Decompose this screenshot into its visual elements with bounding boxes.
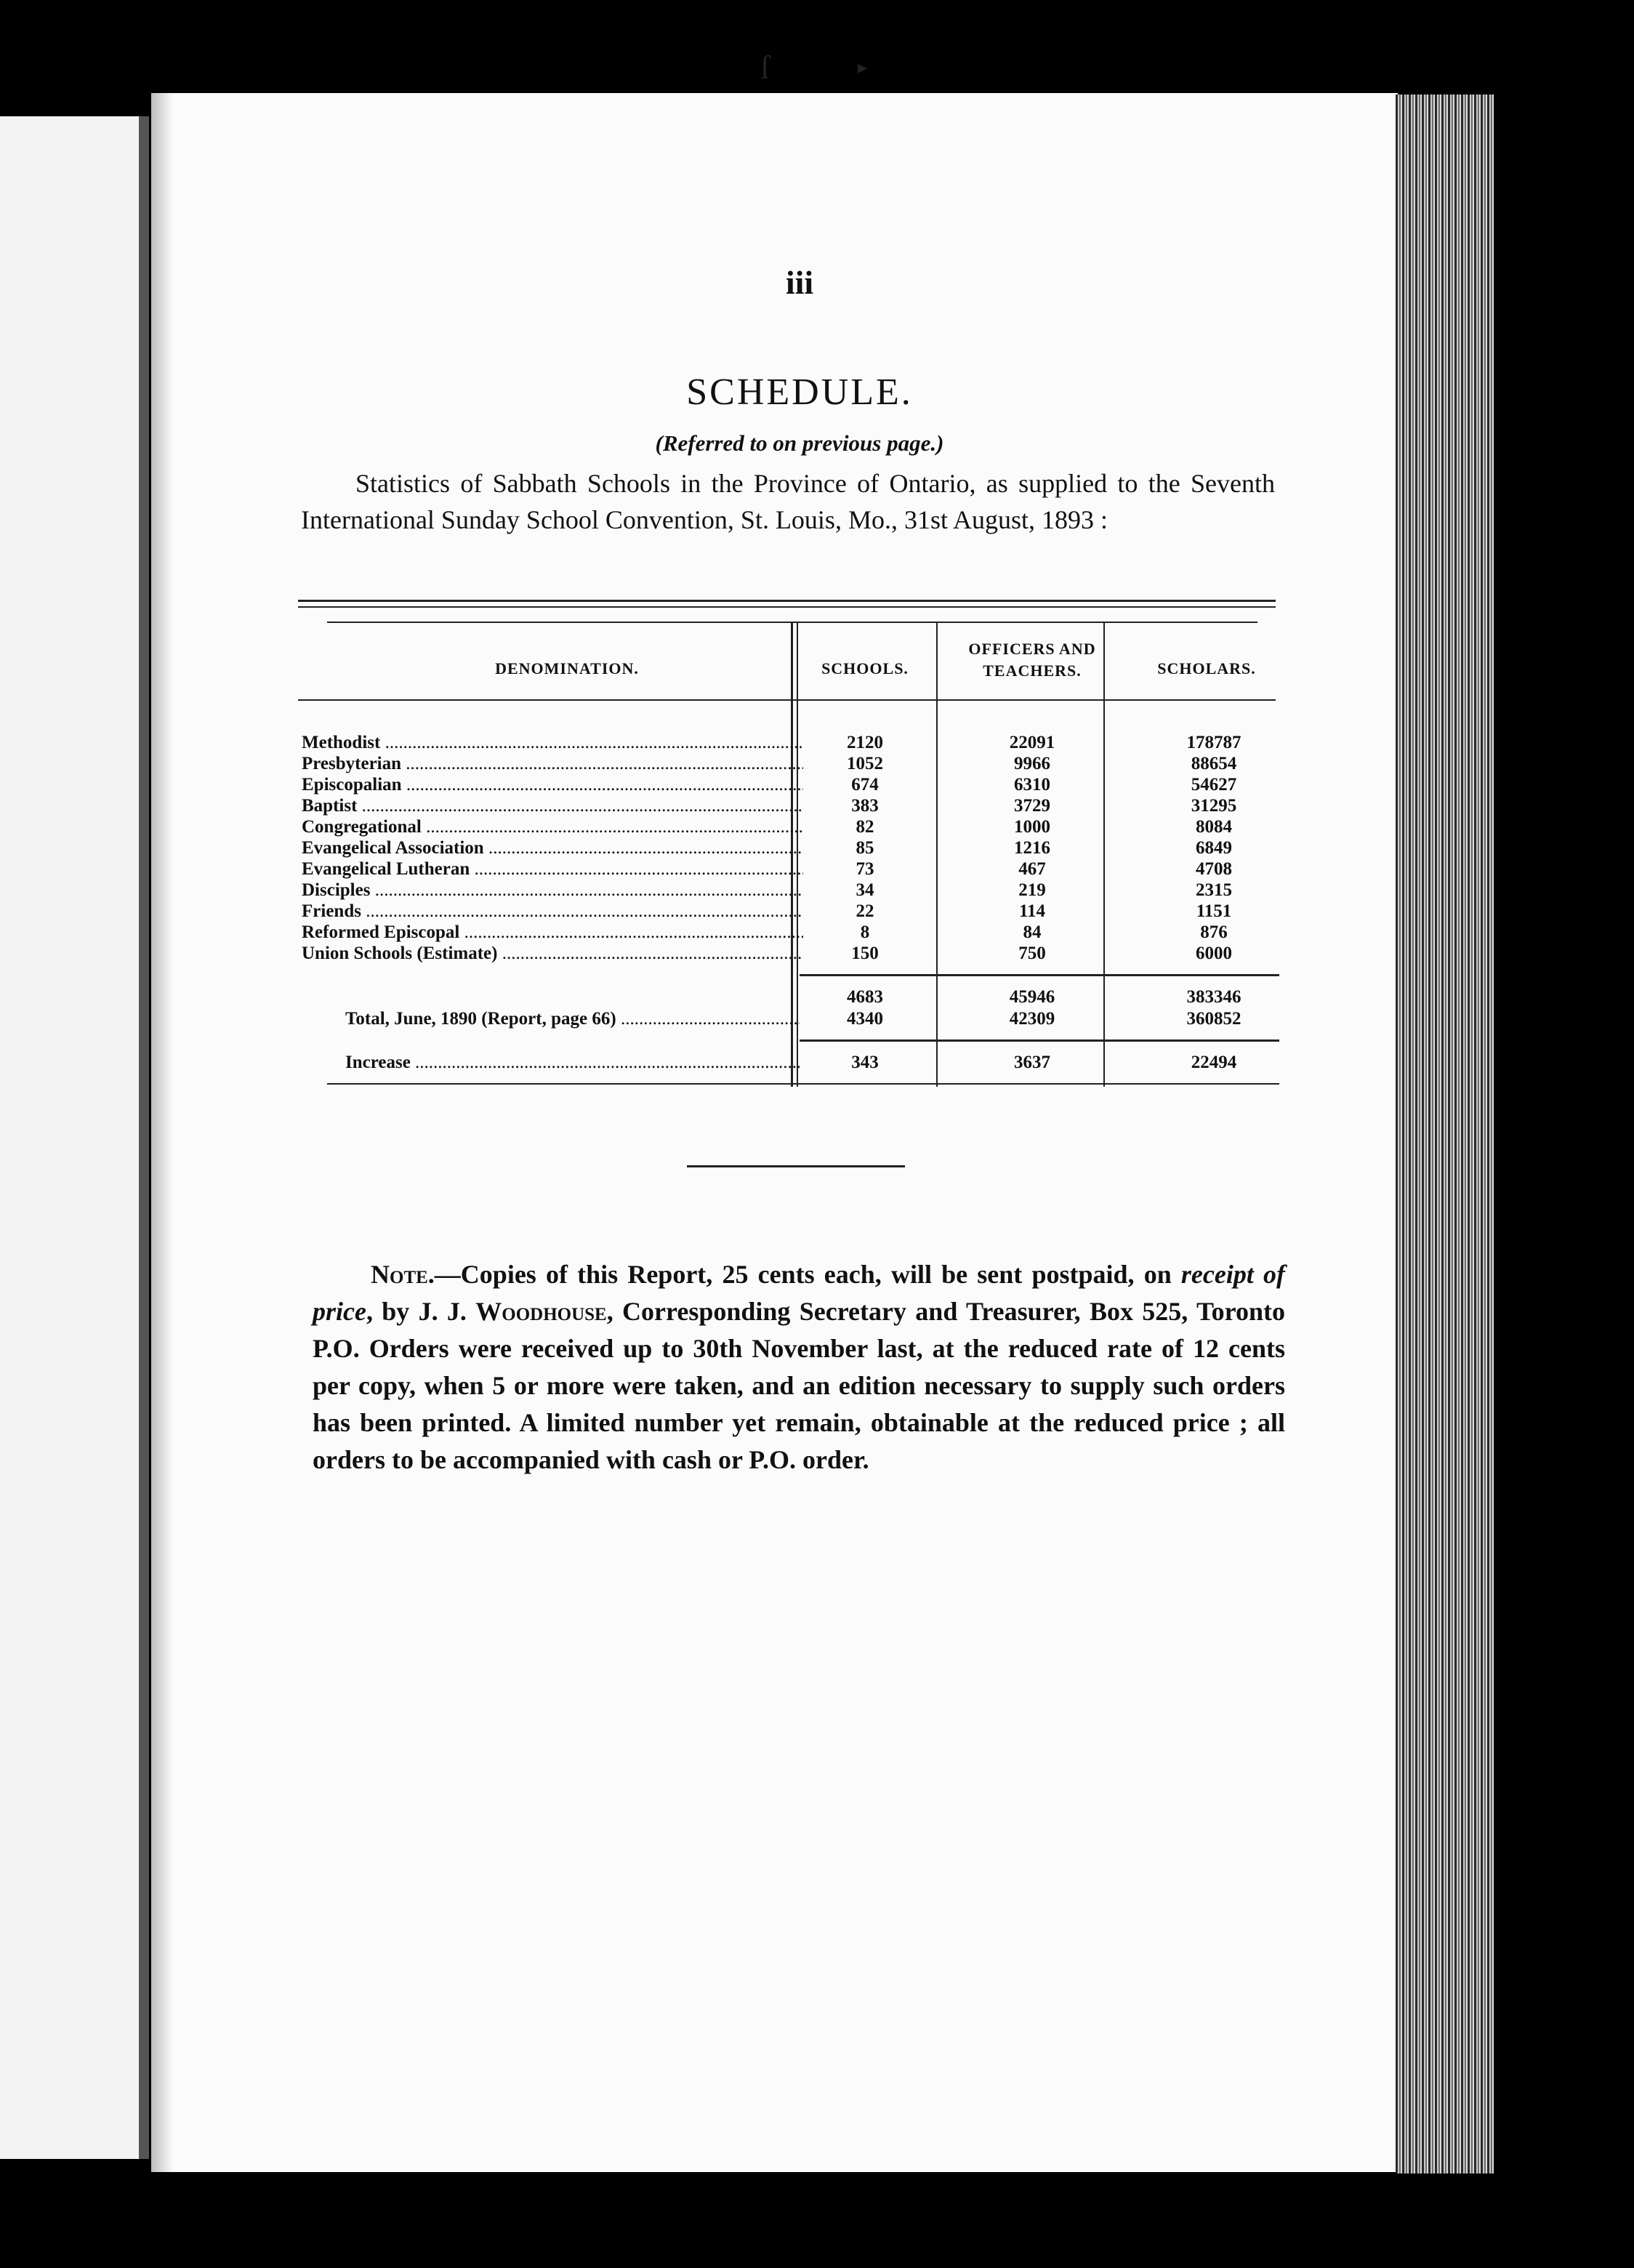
totals-row (298, 987, 1279, 1009)
cell-officers: 219 (1018, 880, 1046, 900)
increase-schools: 343 (851, 1053, 879, 1072)
cell-scholars: 88654 (1191, 754, 1237, 773)
increase-scholars: 22494 (1191, 1053, 1237, 1072)
totals-rule (800, 974, 1279, 976)
note-text-3: , Corresponding Secretary and Treasurer, Box 525, Toronto P.O. Orders were received up to 30th November last, at the reduced rate of 12 cents per copy, when 5 or more were taken, and an edition necessary to supply such orders has been printed. A limited number yet remain, obtainable at the reduced price ; all orders to be accompanied with cash or P.O. order. (313, 1297, 1286, 1474)
cell-scholars: 6000 (1196, 944, 1232, 963)
cell-scholars: 1151 (1196, 901, 1232, 921)
page-subtitle: (Referred to on previous page.) (655, 430, 944, 456)
total-scholars: 383346 (1186, 987, 1241, 1007)
row-denomination: Presbyterian ..... (302, 754, 803, 774)
table-row (298, 754, 1279, 776)
total-schools: 4683 (847, 987, 883, 1007)
page-edges (1396, 94, 1494, 2174)
header-scholars: SCHOLARS. (1157, 659, 1256, 677)
cell-scholars: 8084 (1196, 817, 1232, 837)
note-name: Woodhouse (475, 1297, 607, 1326)
cell-scholars: 876 (1200, 922, 1228, 942)
intro-paragraph: Statistics of Sabbath Schools in the Province of Ontario, as supplied to the Seventh International Sunday School Convention, St. Louis, Mo., 31st August, 1893 : (301, 469, 1275, 534)
cell-schools: 2120 (847, 733, 883, 752)
cell-officers: 1000 (1014, 817, 1050, 837)
cell-officers: 114 (1018, 901, 1046, 921)
row-denomination: Evangelical Association ..... (302, 838, 803, 858)
page-number: iii (785, 264, 814, 301)
left-page-edge (0, 116, 149, 2159)
cell-scholars: 54627 (1191, 775, 1237, 795)
cell-schools: 8 (860, 922, 870, 942)
table-bottom-rule (327, 1083, 1279, 1085)
row-denomination: Friends ..... (302, 901, 803, 922)
table-row (298, 733, 1279, 755)
note-text-2: , by J. J. (366, 1297, 476, 1326)
cell-officers: 1216 (1014, 838, 1050, 858)
cell-schools: 674 (851, 775, 879, 795)
cell-scholars: 4708 (1196, 859, 1232, 879)
header-officers (938, 638, 1127, 682)
scan-mark: ſ (760, 49, 770, 86)
cell-scholars: 31295 (1191, 796, 1237, 816)
cell-schools: 1052 (847, 754, 883, 773)
cell-officers: 22091 (1009, 733, 1055, 752)
increase-officers: 3637 (1014, 1053, 1050, 1072)
section-separator (687, 1165, 905, 1167)
increase-rule (800, 1040, 1279, 1042)
table-row (298, 817, 1279, 839)
note-italic: receipt of price (313, 1260, 1285, 1326)
header-officers-line1: OFFICERS AND (968, 640, 1096, 658)
cell-officers: 3729 (1014, 796, 1050, 816)
previous-scholars: 360852 (1186, 1009, 1241, 1029)
cell-scholars: 6849 (1196, 838, 1232, 858)
cell-officers: 6310 (1014, 775, 1050, 795)
page-title: SCHEDULE. (686, 371, 913, 413)
increase-label: Increase ..... (345, 1053, 800, 1073)
cell-officers: 9966 (1014, 754, 1050, 773)
table-row (298, 880, 1279, 902)
row-denomination: Union Schools (Estimate) ..... (302, 944, 803, 964)
note-paragraph (313, 1256, 1285, 1479)
table-row (298, 922, 1279, 944)
increase-row (298, 1053, 1279, 1074)
total-officers: 45946 (1009, 987, 1055, 1007)
cell-schools: 22 (856, 901, 874, 921)
previous-total-row (298, 1009, 1279, 1031)
statistics-table (298, 611, 1279, 1090)
row-denomination: Disciples ..... (302, 880, 803, 901)
spine-shadow (151, 93, 173, 2172)
previous-total-label: Total, June, 1890 (Report, page 66) ..... (345, 1009, 800, 1029)
cell-schools: 82 (856, 817, 874, 837)
header-schools: SCHOOLS. (821, 659, 909, 677)
previous-officers: 42309 (1009, 1009, 1055, 1029)
cell-schools: 34 (856, 880, 874, 900)
row-denomination: Episcopalian ..... (302, 775, 803, 795)
cell-officers: 467 (1018, 859, 1046, 879)
table-row (298, 859, 1279, 881)
note-text-1: —Copies of this Report, 25 cents each, will be sent postpaid, on (434, 1260, 1181, 1289)
note-lead: Note. (371, 1260, 435, 1289)
table-row (298, 901, 1279, 923)
cell-officers: 84 (1023, 922, 1042, 942)
cell-scholars: 178787 (1186, 733, 1241, 752)
scan-mark: ▸ (858, 57, 868, 78)
cell-schools: 73 (856, 859, 874, 879)
top-rule-thin (298, 606, 1276, 608)
cell-schools: 150 (851, 944, 879, 963)
top-rule (298, 600, 1276, 602)
previous-schools: 4340 (847, 1009, 883, 1029)
row-denomination: Methodist ..... (302, 733, 803, 753)
cell-schools: 383 (851, 796, 879, 816)
table-row (298, 796, 1279, 818)
table-row (298, 944, 1279, 965)
cell-scholars: 2315 (1196, 880, 1232, 900)
row-denomination: Baptist ..... (302, 796, 803, 816)
table-row (298, 838, 1279, 860)
table-row (298, 775, 1279, 797)
cell-officers: 750 (1018, 944, 1046, 963)
header-denomination: DENOMINATION. (495, 659, 639, 677)
row-denomination: Reformed Episcopal ..... (302, 922, 803, 943)
header-bottom-rule (298, 699, 1276, 701)
row-denomination: Evangelical Lutheran ..... (302, 859, 803, 880)
cell-schools: 85 (856, 838, 874, 858)
row-denomination: Congregational ..... (302, 817, 803, 837)
header-officers-line2: TEACHERS. (983, 662, 1082, 680)
